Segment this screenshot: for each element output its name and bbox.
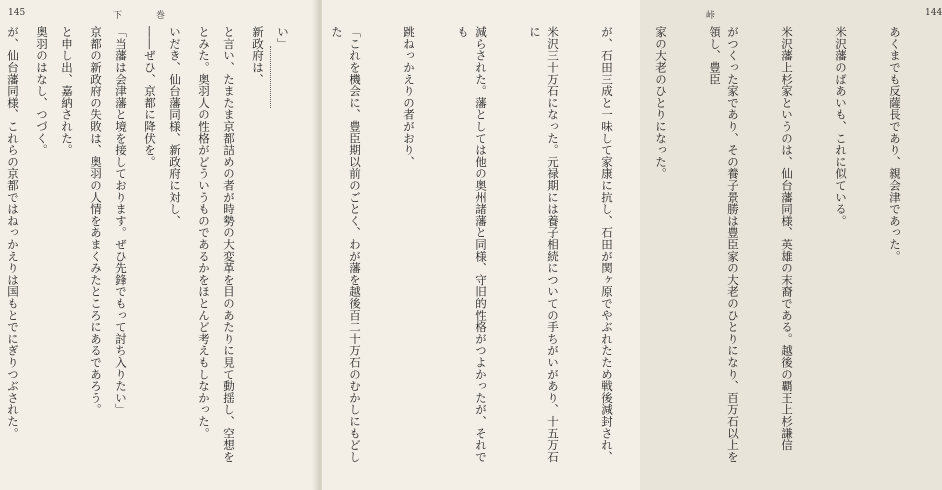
right-line-11: い」 (276, 26, 290, 50)
right-line-13: いだき、仙台藩同様、新政府に対し、 (168, 26, 182, 227)
right-line-1: あくまでも反薩長であり、親会津であった。 (888, 26, 902, 262)
right-page-number: 144 (925, 8, 942, 18)
right-line-15: と申し出、嘉納された。 (60, 26, 74, 156)
left-line-5: 奥羽のはなし、つづく。 (35, 26, 49, 156)
left-line-3: ――ぜひ、京都に降伏を。 (143, 26, 157, 168)
left-running-head-2: 巻 (156, 11, 166, 21)
left-line-4: 京都の新政府の失敗は、奥羽の人情をあまくみたところにあるであろう。 (89, 26, 103, 416)
left-line-1: 新政府は、 (251, 26, 265, 85)
right-line-16: が、仙台藩同様、これらの京都ではねっかえりは国もとでにぎりつぶされた。 (6, 26, 20, 439)
right-line-3: 米沢藩上杉家というのは、仙台藩同様、英雄の末裔である。越後の覇王上杉謙信 (780, 26, 794, 451)
right-line-12: と言い、たまたま京都詰めの者が時勢の大変革を目のあたりに見て動揺し、空想を (222, 26, 236, 463)
right-running-head: 峠 (706, 11, 716, 21)
right-line-14: 「当藩は会津藩と境を接しております。ぜひ先鋒でもって討ち入りたい」 (114, 26, 128, 416)
right-line-7: 米沢三十万石になった。元禄期には養子相続についての手ちがいがあり、十五万石に (528, 26, 560, 463)
right-line-8: 減らされた。藩としては他の奥州諸藩と同様、守旧的性格がつよかったが、それでも (456, 26, 488, 463)
right-line-10: 「これを機会に、豊臣期以前のごとく、わが藩を越後百二十万石のむかしにもどした (330, 26, 362, 463)
right-line-4: がつくった家であり、その養子景勝は豊臣家の大老のひとりになり、百万石以上を領し、豊臣 (708, 26, 740, 463)
left-running-head-1: 下 (113, 11, 123, 21)
right-line-9: 跳ねっかえりの者がおり、 (402, 26, 416, 168)
right-line-5: 家の大老のひとりになった。 (654, 26, 668, 180)
right-line-6: が、石田三成と一味して家康に抗し、石田が関ヶ原でやぶれたため戦後減封され、 (600, 26, 614, 463)
left-page-number: 145 (8, 8, 26, 18)
right-line-2: 米沢藩のばあいも、これに似ている。 (834, 26, 848, 227)
left-line-2: とみた。奥羽人の性格がどういうものであるかをほとんど考えもしなかった。 (197, 26, 211, 439)
